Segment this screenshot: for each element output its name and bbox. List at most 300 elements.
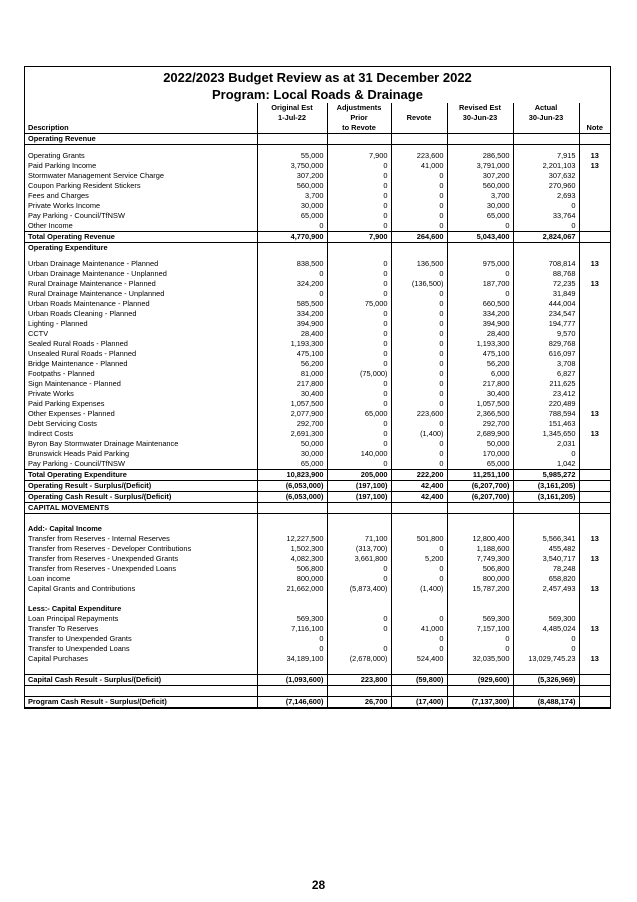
cell-actual: 78,248	[513, 564, 579, 574]
row-description: Transfer from Reserves - Unexpended Grants	[28, 554, 179, 563]
total-row	[25, 492, 610, 503]
cell-revote	[391, 134, 447, 145]
cell-note	[579, 369, 610, 379]
row-description: Loan Principal Repayments	[28, 614, 119, 623]
header-note: Note	[579, 103, 610, 134]
cell-adjustments: 75,000	[327, 299, 391, 309]
cell-adjustments: 0	[327, 399, 391, 409]
cell-original-est: 2,077,900	[257, 409, 327, 419]
cell-original-est: 0	[257, 634, 327, 644]
cell-actual: 0	[513, 201, 579, 211]
cell-revote: 0	[391, 644, 447, 654]
cell-note	[579, 134, 610, 145]
cell-original-est: 30,000	[257, 449, 327, 459]
cell-revote	[391, 243, 447, 254]
cell-revised-est: 12,800,400	[447, 534, 513, 544]
cell-note	[579, 221, 610, 232]
cell-note	[579, 329, 610, 339]
cell-original-est: 34,189,100	[257, 654, 327, 664]
table-row	[25, 319, 610, 329]
cell-revote: 136,500	[391, 259, 447, 269]
cell-revote: 0	[391, 634, 447, 644]
cell-revote	[391, 604, 447, 614]
row-description: Loan income	[28, 574, 71, 583]
cell-original-est: 3,700	[257, 191, 327, 201]
cell-revote: 0	[391, 339, 447, 349]
row-description: Transfer from Reserves - Developer Contributions	[28, 544, 192, 553]
cell-adjustments: 0	[327, 644, 391, 654]
row-description: Add:- Capital Income	[28, 524, 102, 533]
cell-note: 13	[579, 151, 610, 161]
row-description: Debt Servicing Costs	[28, 419, 98, 428]
row-description: Capital Cash Result - Surplus/(Deficit)	[25, 675, 257, 686]
cell-note	[579, 644, 610, 654]
table-row	[25, 574, 610, 584]
cell-adjustments: 0	[327, 171, 391, 181]
cell-revised-est: 800,000	[447, 574, 513, 584]
cell-revised-est: 1,057,500	[447, 399, 513, 409]
header-revote-label: Revote	[406, 113, 432, 122]
cell-adjustments: 0	[327, 191, 391, 201]
row-description: Total Operating Revenue	[25, 232, 257, 243]
cell-revised-est	[447, 503, 513, 514]
row-description: CAPITAL MOVEMENTS	[25, 503, 257, 514]
cell-actual: (3,161,205)	[513, 492, 579, 503]
cell-note	[579, 439, 610, 449]
row-description: Program Cash Result - Surplus/(Deficit)	[25, 697, 257, 708]
row-description: Operating Expenditure	[28, 243, 108, 252]
cell-actual: 708,814	[513, 259, 579, 269]
row-description: Transfer from Reserves - Internal Reserves	[28, 534, 170, 543]
cell-revised-est: 7,749,300	[447, 554, 513, 564]
cell-original-est: 2,691,300	[257, 429, 327, 439]
cell-actual: 31,849	[513, 289, 579, 299]
cell-revote: 41,000	[391, 161, 447, 171]
row-description: Byron Bay Stormwater Drainage Maintenance	[28, 439, 179, 448]
cell-adjustments: (313,700)	[327, 544, 391, 554]
row-description: Other Expenses - Planned	[28, 409, 115, 418]
table-row	[25, 449, 610, 459]
cell-note	[579, 564, 610, 574]
cell-revised-est: 11,251,100	[447, 470, 513, 481]
cell-adjustments: 0	[327, 309, 391, 319]
cell-actual: 0	[513, 644, 579, 654]
cell-revised-est: 292,700	[447, 419, 513, 429]
cell-revote: 0	[391, 309, 447, 319]
cell-adjustments: 0	[327, 614, 391, 624]
row-description: Stormwater Management Service Charge	[28, 171, 164, 180]
cell-revised-est: 7,157,100	[447, 624, 513, 634]
cell-revised-est: 50,000	[447, 439, 513, 449]
cell-note: 13	[579, 429, 610, 439]
cell-actual: (5,326,969)	[513, 675, 579, 686]
row-description: Sign Maintenance - Planned	[28, 379, 121, 388]
cell-revote: 0	[391, 574, 447, 584]
cell-revote: 42,400	[391, 492, 447, 503]
cell-actual: 13,029,745.23	[513, 654, 579, 664]
cell-actual: 23,412	[513, 389, 579, 399]
cell-actual: 3,540,717	[513, 554, 579, 564]
header-actual	[513, 103, 579, 134]
cell-revote: 223,600	[391, 151, 447, 161]
cell-note	[579, 675, 610, 686]
row-description: Unsealed Rural Roads - Planned	[28, 349, 137, 358]
cell-actual: (3,161,205)	[513, 481, 579, 492]
cell-adjustments: 7,900	[327, 151, 391, 161]
cell-adjustments: (197,100)	[327, 481, 391, 492]
cell-revised-est: 65,000	[447, 459, 513, 470]
cell-adjustments	[327, 243, 391, 254]
cell-actual: 2,201,103	[513, 161, 579, 171]
cell-revote: 5,200	[391, 554, 447, 564]
section-header-row	[25, 243, 610, 254]
cell-revote: 0	[391, 299, 447, 309]
table-row	[25, 151, 610, 161]
cell-revote: 41,000	[391, 624, 447, 634]
cell-revote: 264,600	[391, 232, 447, 243]
cell-original-est: 475,100	[257, 349, 327, 359]
row-description: Transfer To Reserves	[28, 624, 99, 633]
cell-adjustments: 0	[327, 339, 391, 349]
cell-revised-est: 0	[447, 269, 513, 279]
cell-actual	[513, 524, 579, 534]
cell-revised-est: 660,500	[447, 299, 513, 309]
total-row	[25, 232, 610, 243]
cell-note	[579, 349, 610, 359]
cell-adjustments: 0	[327, 429, 391, 439]
cell-actual: 829,768	[513, 339, 579, 349]
cell-original-est: (6,053,000)	[257, 481, 327, 492]
row-description: Pay Parking - Council/TfNSW	[28, 459, 125, 468]
row-description: Urban Drainage Maintenance - Unplanned	[28, 269, 167, 278]
table-row	[25, 269, 610, 279]
cell-revised-est: 475,100	[447, 349, 513, 359]
cell-adjustments	[327, 634, 391, 644]
cell-note	[579, 697, 610, 708]
row-description: Transfer from Reserves - Unexpended Loans	[28, 564, 177, 573]
cell-adjustments: 0	[327, 289, 391, 299]
table-row	[25, 329, 610, 339]
cell-note: 13	[579, 534, 610, 544]
cell-revised-est: 1,188,600	[447, 544, 513, 554]
cell-note	[579, 503, 610, 514]
row-description: Indirect Costs	[28, 429, 74, 438]
cell-revote: (1,400)	[391, 584, 447, 594]
row-description: Bridge Maintenance - Planned	[28, 359, 128, 368]
cell-revised-est: 3,791,000	[447, 161, 513, 171]
table-row	[25, 419, 610, 429]
cell-revote: 222,200	[391, 470, 447, 481]
row-description: Operating Grants	[28, 151, 85, 160]
cell-revote: 0	[391, 359, 447, 369]
cell-revised-est: 32,035,500	[447, 654, 513, 664]
cell-original-est: 560,000	[257, 181, 327, 191]
section-header-row	[25, 134, 610, 145]
table-row	[25, 544, 610, 554]
table-row	[25, 644, 610, 654]
cell-revised-est: 3,700	[447, 191, 513, 201]
row-description: Lighting - Planned	[28, 319, 88, 328]
table-row	[25, 614, 610, 624]
cell-adjustments: 223,800	[327, 675, 391, 686]
cell-original-est: 30,400	[257, 389, 327, 399]
section-header-row	[25, 604, 610, 614]
cell-revised-est: (929,600)	[447, 675, 513, 686]
cell-original-est: 21,662,000	[257, 584, 327, 594]
row-description: Transfer to Unexpended Grants	[28, 634, 132, 643]
cell-revised-est: 307,200	[447, 171, 513, 181]
row-description: Total Operating Expenditure	[25, 470, 257, 481]
cell-revised-est: 394,900	[447, 319, 513, 329]
cell-original-est: 0	[257, 289, 327, 299]
cell-actual: 7,915	[513, 151, 579, 161]
cell-actual: 2,457,493	[513, 584, 579, 594]
cell-note	[579, 289, 610, 299]
cell-revote: 223,600	[391, 409, 447, 419]
cell-revised-est	[447, 134, 513, 145]
cell-original-est: 838,500	[257, 259, 327, 269]
cell-adjustments: 0	[327, 349, 391, 359]
cell-revised-est: 560,000	[447, 181, 513, 191]
cell-adjustments: 0	[327, 259, 391, 269]
row-description: CCTV	[28, 329, 49, 338]
cell-revised-est: 334,200	[447, 309, 513, 319]
header-revised-est-line2: 30-Jun-23	[462, 113, 498, 122]
cell-original-est: 1,057,500	[257, 399, 327, 409]
cell-revised-est: 0	[447, 221, 513, 232]
cell-note	[579, 419, 610, 429]
row-description: Other Income	[28, 221, 73, 230]
table-row	[25, 399, 610, 409]
header-revised-est	[447, 103, 513, 134]
row-description: Transfer to Unexpended Loans	[28, 644, 130, 653]
table-row	[25, 279, 610, 289]
cell-note	[579, 459, 610, 470]
cell-adjustments: 0	[327, 329, 391, 339]
table-row	[25, 309, 610, 319]
cell-adjustments: (5,873,400)	[327, 584, 391, 594]
row-description: Less:- Capital Expenditure	[28, 604, 122, 613]
cell-revised-est: (6,207,700)	[447, 481, 513, 492]
cell-original-est: 0	[257, 269, 327, 279]
cell-note: 13	[579, 409, 610, 419]
cell-revote: 0	[391, 269, 447, 279]
table-row	[25, 654, 610, 664]
cell-revote: 0	[391, 329, 447, 339]
cell-original-est: 1,502,300	[257, 544, 327, 554]
section-header-row	[25, 524, 610, 534]
cell-actual: 2,031	[513, 439, 579, 449]
cell-actual: 5,985,272	[513, 470, 579, 481]
cell-note: 13	[579, 654, 610, 664]
cell-actual	[513, 243, 579, 254]
cell-adjustments: 0	[327, 221, 391, 232]
table-row	[25, 439, 610, 449]
report-title: 2022/2023 Budget Review as at 31 December 2022	[163, 70, 472, 85]
cell-actual	[513, 604, 579, 614]
header-revote	[391, 103, 447, 134]
cell-note	[579, 359, 610, 369]
cell-revote: 0	[391, 369, 447, 379]
cell-original-est	[257, 503, 327, 514]
cell-revised-est: 30,400	[447, 389, 513, 399]
cell-revote: 0	[391, 211, 447, 221]
cell-adjustments: 0	[327, 574, 391, 584]
cell-adjustments: 71,100	[327, 534, 391, 544]
cell-adjustments: 3,661,800	[327, 554, 391, 564]
cell-adjustments: 65,000	[327, 409, 391, 419]
table-body	[25, 134, 610, 708]
cell-adjustments: 0	[327, 201, 391, 211]
cell-original-est: 65,000	[257, 459, 327, 470]
cell-note	[579, 211, 610, 221]
budget-review-report	[24, 66, 611, 709]
row-description: Capital Grants and Contributions	[28, 584, 136, 593]
cell-revised-est: 56,200	[447, 359, 513, 369]
row-description: Urban Drainage Maintenance - Planned	[28, 259, 159, 268]
spacer-row	[25, 664, 610, 675]
cell-original-est: 217,800	[257, 379, 327, 389]
cell-note: 13	[579, 624, 610, 634]
cell-note	[579, 574, 610, 584]
header-original-est-line2: 1-Jul-22	[278, 113, 306, 122]
cell-adjustments: 7,900	[327, 232, 391, 243]
cell-revised-est: (7,137,300)	[447, 697, 513, 708]
cell-note: 13	[579, 161, 610, 171]
cell-note	[579, 269, 610, 279]
cell-actual: 194,777	[513, 319, 579, 329]
cell-revote: 0	[391, 319, 447, 329]
cell-original-est: 292,700	[257, 419, 327, 429]
header-actual-line2: 30-Jun-23	[528, 113, 564, 122]
cell-actual: 0	[513, 221, 579, 232]
cell-revote: 42,400	[391, 481, 447, 492]
cell-note	[579, 604, 610, 614]
cell-revote: 0	[391, 171, 447, 181]
row-description: Coupon Parking Resident Stickers	[28, 181, 141, 190]
cell-adjustments: 0	[327, 161, 391, 171]
cell-original-est: 1,193,300	[257, 339, 327, 349]
cell-adjustments	[327, 503, 391, 514]
cell-original-est: 307,200	[257, 171, 327, 181]
spacer-row	[25, 594, 610, 604]
row-description: Operating Revenue	[25, 134, 257, 145]
cell-original-est: 506,800	[257, 564, 327, 574]
cell-note	[579, 171, 610, 181]
header-original-est	[257, 103, 327, 134]
cell-actual: 234,547	[513, 309, 579, 319]
cell-note	[579, 614, 610, 624]
cell-original-est: (7,146,600)	[257, 697, 327, 708]
cell-note	[579, 470, 610, 481]
cell-original-est: 55,000	[257, 151, 327, 161]
cell-actual: 33,764	[513, 211, 579, 221]
cell-actual: 658,820	[513, 574, 579, 584]
cell-actual	[513, 134, 579, 145]
cell-actual: 2,824,067	[513, 232, 579, 243]
cell-note	[579, 309, 610, 319]
table-row	[25, 349, 610, 359]
cell-revised-est: 506,800	[447, 564, 513, 574]
table-row	[25, 379, 610, 389]
cell-actual: 307,632	[513, 171, 579, 181]
cell-actual: 220,489	[513, 399, 579, 409]
row-description: Operating Cash Result - Surplus/(Deficit)	[25, 492, 257, 503]
table-row	[25, 359, 610, 369]
cell-revote: 0	[391, 201, 447, 211]
cell-original-est	[257, 243, 327, 254]
table-row	[25, 459, 610, 470]
row-description: Private Works Income	[28, 201, 101, 210]
cell-original-est: 394,900	[257, 319, 327, 329]
cell-original-est: (1,093,600)	[257, 675, 327, 686]
row-description: Paid Parking Income	[28, 161, 97, 170]
cell-revote: (136,500)	[391, 279, 447, 289]
table-row	[25, 564, 610, 574]
header-adjustments-line2: Prior	[350, 113, 368, 122]
cell-revised-est	[447, 604, 513, 614]
cell-actual: 9,570	[513, 329, 579, 339]
cell-note	[579, 232, 610, 243]
cell-revised-est: (6,207,700)	[447, 492, 513, 503]
cell-original-est: 4,770,900	[257, 232, 327, 243]
spacer-row	[25, 514, 610, 525]
cell-actual: 1,345,650	[513, 429, 579, 439]
cell-revote: 0	[391, 614, 447, 624]
cell-original-est: 800,000	[257, 574, 327, 584]
cell-revote: 0	[391, 449, 447, 459]
cell-original-est: 3,750,000	[257, 161, 327, 171]
cell-note	[579, 524, 610, 534]
row-description: Paid Parking Expenses	[28, 399, 105, 408]
cell-note: 13	[579, 584, 610, 594]
cell-note	[579, 339, 610, 349]
table-row	[25, 221, 610, 232]
cell-revised-est: 0	[447, 634, 513, 644]
cell-original-est: 7,116,100	[257, 624, 327, 634]
cell-original-est: 4,082,300	[257, 554, 327, 564]
cell-note: 13	[579, 554, 610, 564]
cell-original-est: 65,000	[257, 211, 327, 221]
cell-actual: 788,594	[513, 409, 579, 419]
table-row	[25, 191, 610, 201]
cell-original-est: (6,053,000)	[257, 492, 327, 503]
table-row	[25, 429, 610, 439]
cell-adjustments: 0	[327, 419, 391, 429]
cell-revised-est: 2,689,900	[447, 429, 513, 439]
total-row	[25, 470, 610, 481]
cell-revised-est: 569,300	[447, 614, 513, 624]
cell-note	[579, 634, 610, 644]
cell-revote: 0	[391, 544, 447, 554]
cell-note	[579, 201, 610, 211]
cell-adjustments: 0	[327, 389, 391, 399]
row-description: Operating Result - Surplus/(Deficit)	[25, 481, 257, 492]
cell-actual: 0	[513, 634, 579, 644]
cell-note	[579, 243, 610, 254]
total-row	[25, 675, 610, 686]
cell-original-est: 56,200	[257, 359, 327, 369]
cell-actual: 1,042	[513, 459, 579, 470]
cell-actual: 444,004	[513, 299, 579, 309]
row-description: Rural Drainage Maintenance - Planned	[28, 279, 156, 288]
row-description: Urban Roads Cleaning - Planned	[28, 309, 137, 318]
cell-note	[579, 379, 610, 389]
cell-adjustments: (75,000)	[327, 369, 391, 379]
cell-adjustments: 0	[327, 181, 391, 191]
program-title: Program: Local Roads & Drainage	[212, 87, 423, 102]
header-description: Description	[25, 103, 257, 134]
